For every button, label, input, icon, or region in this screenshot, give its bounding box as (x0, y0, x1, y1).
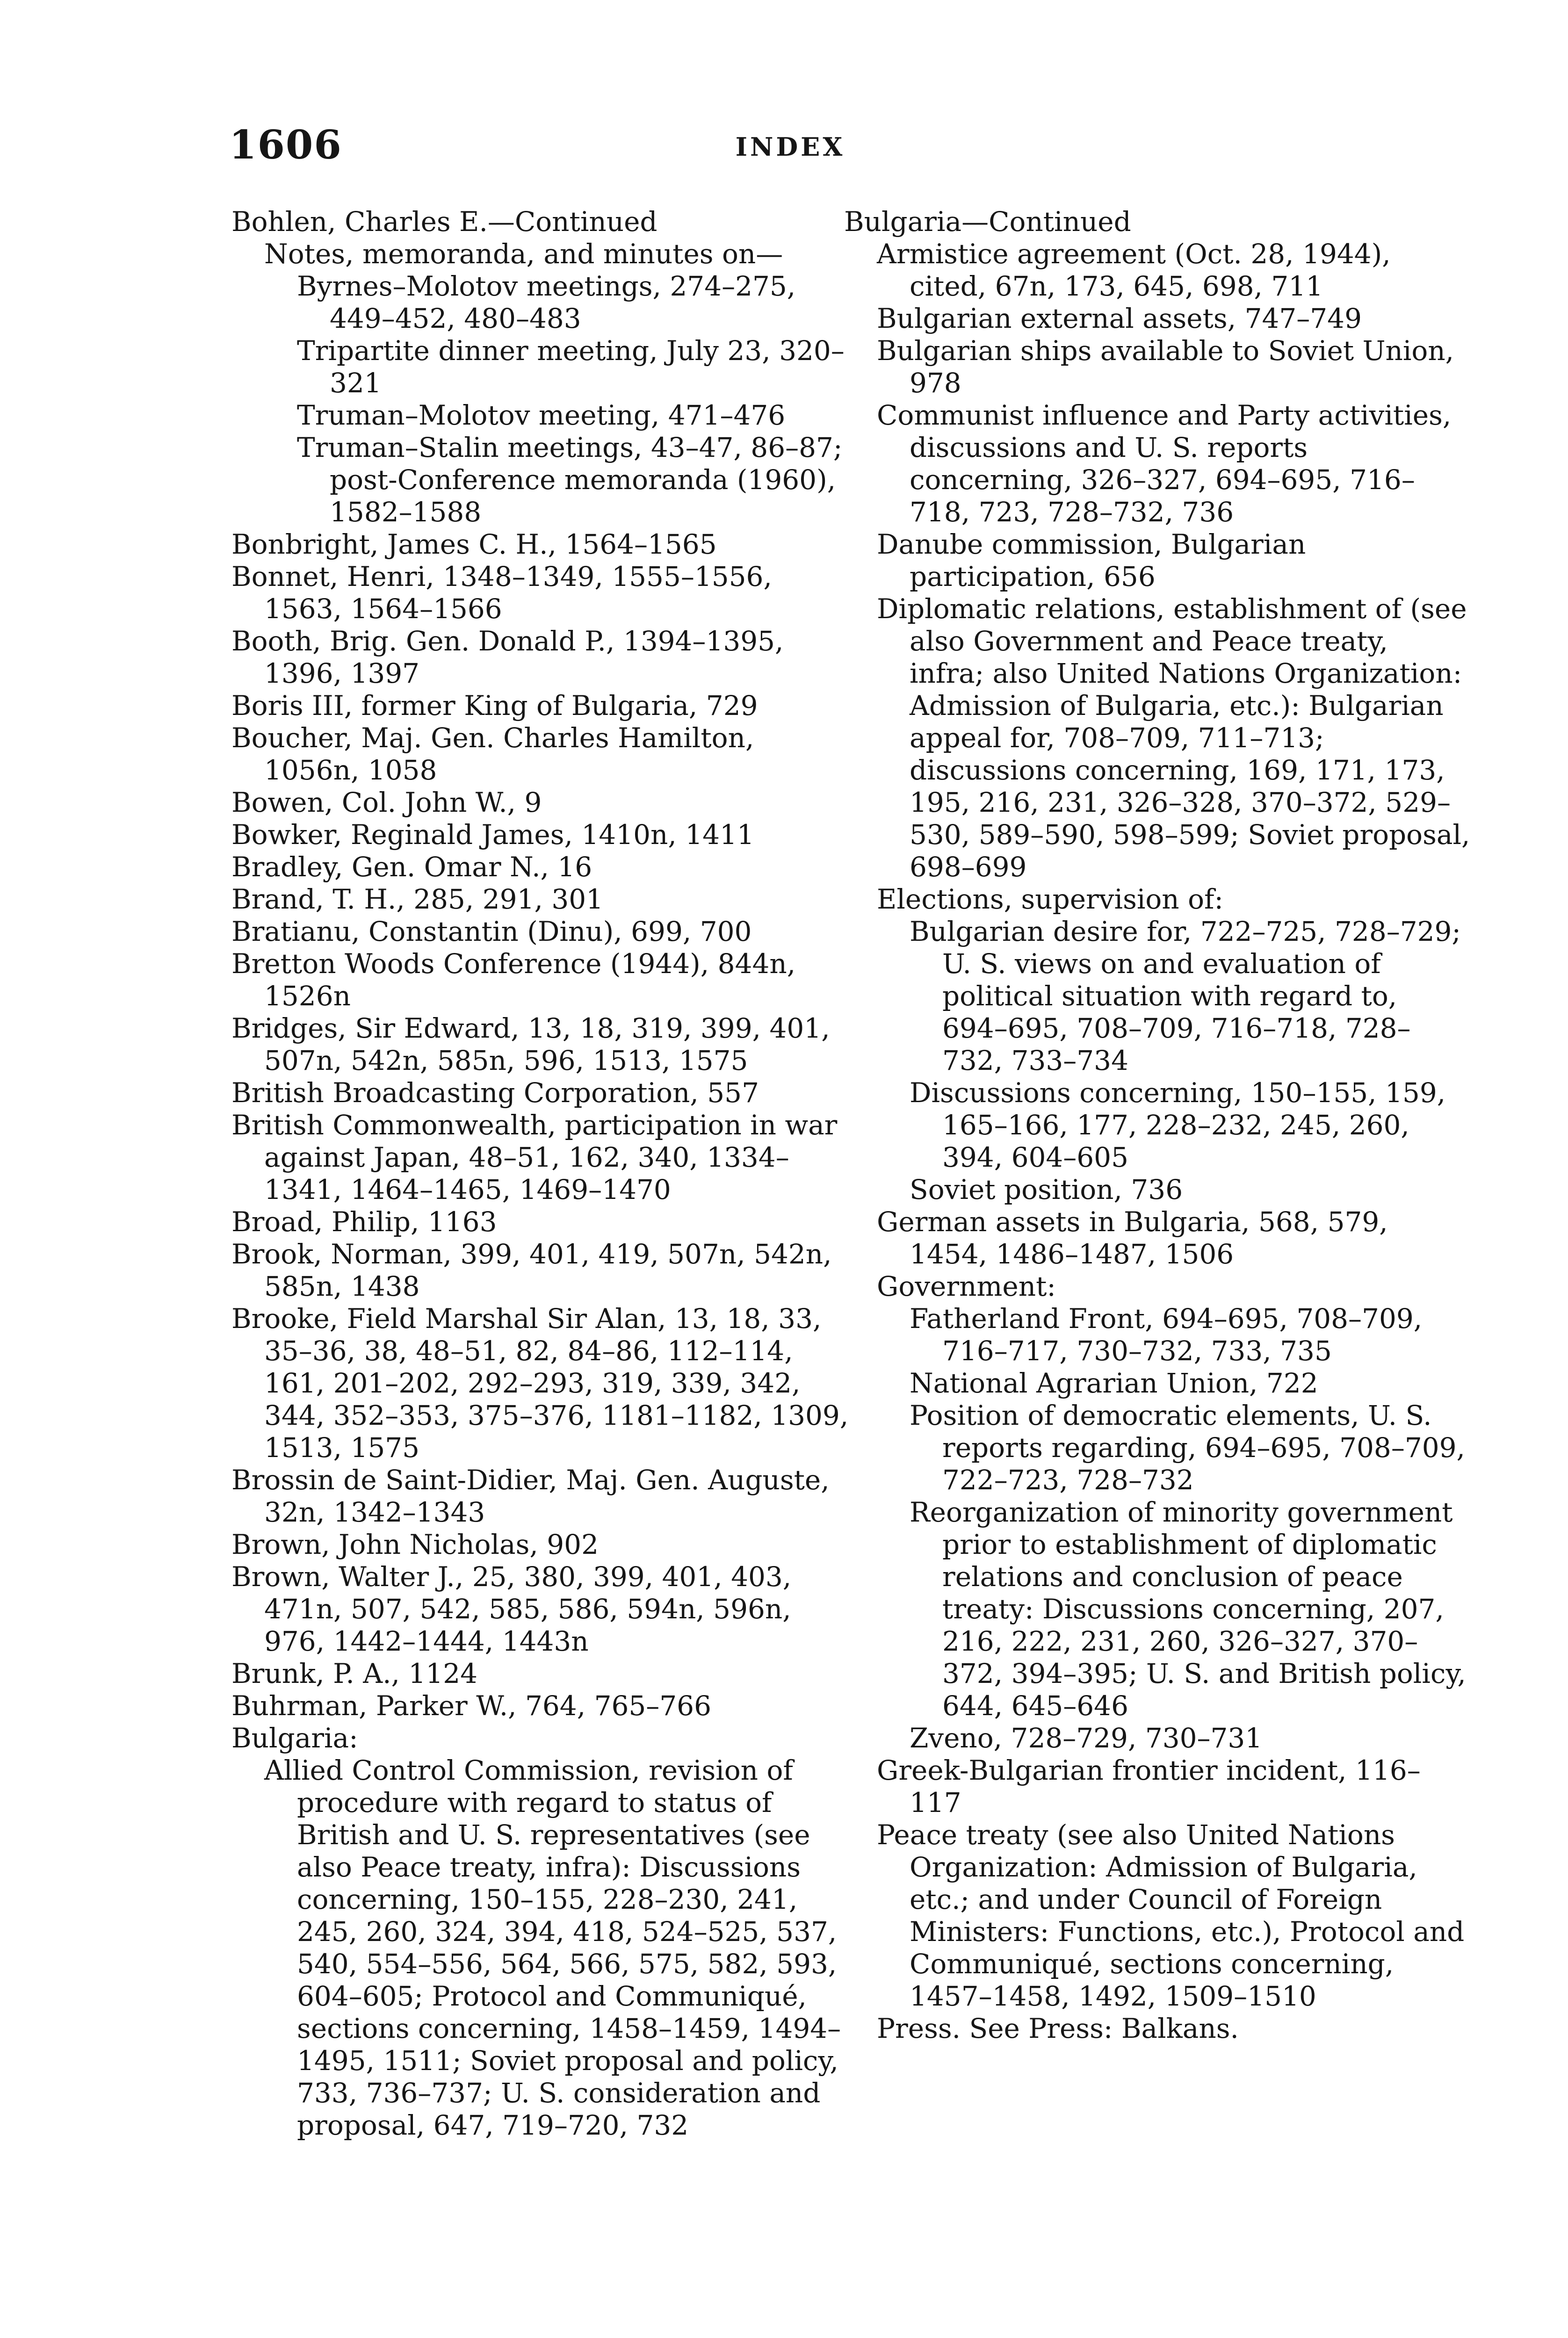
index-column-right (844, 206, 1471, 2045)
index-entry: Soviet position, 736 (910, 1174, 1183, 1205)
index-entry: Broad, Philip, 1163 (231, 1206, 497, 1238)
index-entry: Brand, T. H., 285, 291, 301 (231, 883, 604, 915)
index-entry: Bowen, Col. John W., 9 (231, 787, 542, 818)
index-entry: Byrnes–Molotov meetings, 274–275, 449–452, 480–483 (297, 270, 796, 334)
index-entry: Bulgaria—Continued (844, 206, 1131, 238)
index-entry: Bulgarian external assets, 747–749 (877, 303, 1362, 334)
index-entry: Bratianu, Constantin (Dinu), 699, 700 (231, 916, 752, 947)
index-entry: Reorganization of minority government prior to establishment of diplomatic relations and conclusion of peace treaty: Discussions concerning, 207, 216, 222, 231, 260, 326–327, 370–372, 394–395; U. S. and British policy, 644, 645–646 (910, 1496, 1466, 1722)
index-entry: British Broadcasting Corporation, 557 (231, 1077, 759, 1109)
index-entry: Bretton Woods Conference (1944), 844n, 1526n (231, 948, 796, 1012)
index-entry: Notes, memoranda, and minutes on— (264, 238, 783, 270)
index-entry: Bowker, Reginald James, 1410n, 1411 (231, 819, 754, 851)
index-entry: Truman–Molotov meeting, 471–476 (297, 399, 786, 431)
index-entry: British Commonwealth, participation in war against Japan, 48–51, 162, 340, 1334–1341, 1464–1465, 1469–1470 (231, 1109, 838, 1205)
index-entry: National Agrarian Union, 722 (910, 1367, 1318, 1399)
index-entry: Brown, John Nicholas, 902 (231, 1529, 599, 1560)
index-entry: Greek-Bulgarian frontier incident, 116–117 (877, 1754, 1421, 1818)
index-entry: Press. See Press: Balkans. (877, 2013, 1239, 2044)
index-entry: Communist influence and Party activities, discussions and U. S. reports concerning, 326–327, 694–695, 716–718, 723, 728–732, 736 (877, 399, 1452, 528)
index-entry: Boris III, former King of Bulgaria, 729 (231, 690, 758, 722)
index-entry: Government: (877, 1270, 1056, 1302)
index-entry: Brooke, Field Marshal Sir Alan, 13, 18, 33, 35–36, 38, 48–51, 82, 84–86, 112–114, 161, 201–202, 292–293, 319, 339, 342, 344, 352–353, 375–376, 1181–1182, 1309, 1513, 1575 (231, 1303, 849, 1464)
index-entry: Bohlen, Charles E.—Continued (231, 206, 658, 238)
index-entry: Bulgaria: (231, 1722, 358, 1754)
index-entry: Bulgarian ships available to Soviet Union, 978 (877, 335, 1454, 399)
index-entry: Diplomatic relations, establishment of (see also Government and Peace treaty, infra; also United Nations Organization: Admission of Bulgaria, etc.): Bulgarian appeal for, 708–709, 711–713; discussions concerning, 169, 171, 173, 195, 216, 231, 326–328, 370–372, 529–530, 589–590, 598–599; Soviet proposal, 698–699 (877, 593, 1470, 883)
index-entry: Tripartite dinner meeting, July 23, 320–321 (297, 335, 845, 399)
index-entry: Zveno, 728–729, 730–731 (910, 1722, 1263, 1754)
index-entry: Brossin de Saint-Didier, Maj. Gen. Auguste, 32n, 1342–1343 (231, 1464, 830, 1528)
index-entry: Fatherland Front, 694–695, 708–709, 716–717, 730–732, 733, 735 (910, 1303, 1423, 1367)
index-entry: Peace treaty (see also United Nations Organization: Admission of Bulgaria, etc.; and under Council of Foreign Ministers: Functions, etc.), Protocol and Communiqué, sections concerning, 1457–1458, 1492, 1509–1510 (877, 1819, 1465, 2012)
index-entry: Truman–Stalin meetings, 43–47, 86–87; post-Conference memoranda (1960), 1582–1588 (297, 432, 843, 528)
index-entry: Bridges, Sir Edward, 13, 18, 319, 399, 401, 507n, 542n, 585n, 596, 1513, 1575 (231, 1012, 830, 1076)
page-header (229, 122, 1351, 187)
index-entry: Danube commission, Bulgarian participation, 656 (877, 528, 1306, 592)
index-entry: Discussions concerning, 150–155, 159, 165–166, 177, 228–232, 245, 260, 394, 604–605 (910, 1077, 1446, 1173)
index-entry: Position of democratic elements, U. S. reports regarding, 694–695, 708–709, 722–723, 728–732 (910, 1400, 1465, 1496)
index-entry: German assets in Bulgaria, 568, 579, 1454, 1486–1487, 1506 (877, 1206, 1388, 1270)
index-column-left (231, 206, 853, 2142)
page-number: 1606 (229, 122, 342, 168)
index-entry: Allied Control Commission, revision of procedure with regard to status of British and U. S. representatives (see also Peace treaty, infra): Discussions concerning, 150–155, 228–230, 241, 245, 260, 324, 394, 418, 524–525, 537, 540, 554–556, 564, 566, 575, 582, 593, 604–605; Protocol and Communiqué, sections concerning, 1458–1459, 1494–1495, 1511; Soviet proposal and policy, 733, 736–737; U. S. consideration and proposal, 647, 719–720, 732 (264, 1754, 841, 2141)
index-entry: Armistice agreement (Oct. 28, 1944), cited, 67n, 173, 645, 698, 711 (877, 238, 1391, 302)
index-entry: Booth, Brig. Gen. Donald P., 1394–1395, 1396, 1397 (231, 625, 784, 689)
index-entry: Boucher, Maj. Gen. Charles Hamilton, 1056n, 1058 (231, 722, 754, 786)
index-entry: Bulgarian desire for, 722–725, 728–729; U. S. views on and evaluation of political situation with regard to, 694–695, 708–709, 716–718, 728–732, 733–734 (910, 916, 1461, 1076)
index-entry: Buhrman, Parker W., 764, 765–766 (231, 1690, 711, 1722)
index-entry: Brook, Norman, 399, 401, 419, 507n, 542n, 585n, 1438 (231, 1238, 832, 1302)
page-title: INDEX (735, 132, 845, 162)
index-entry: Bradley, Gen. Omar N., 16 (231, 851, 593, 883)
index-entry: Brown, Walter J., 25, 380, 399, 401, 403, 471n, 507, 542, 585, 586, 594n, 596n, 976, 1442–1444, 1443n (231, 1561, 792, 1657)
index-entry: Bonbright, James C. H., 1564–1565 (231, 528, 717, 560)
index-entry: Elections, supervision of: (877, 883, 1224, 915)
index-entry: Brunk, P. A., 1124 (231, 1658, 478, 1689)
index-entry: Bonnet, Henri, 1348–1349, 1555–1556, 1563, 1564–1566 (231, 561, 772, 625)
